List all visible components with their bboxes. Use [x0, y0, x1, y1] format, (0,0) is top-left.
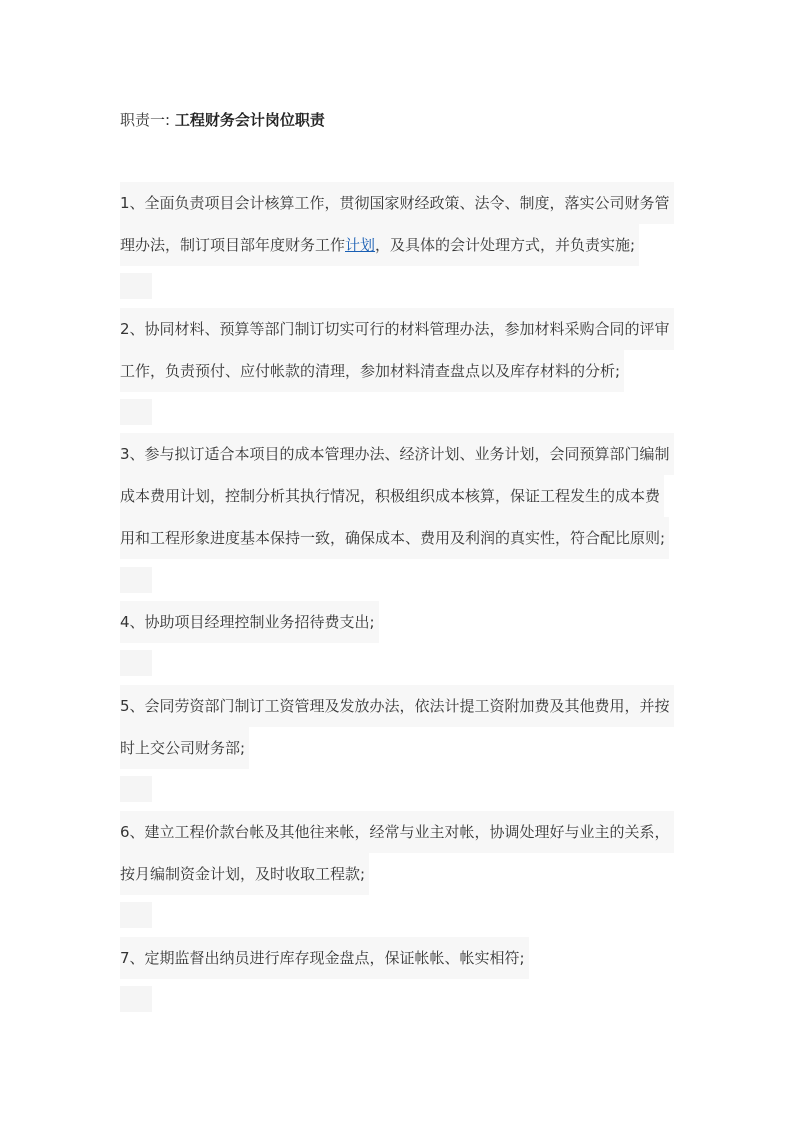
duty-item-1-text-after-link: ，及具体的会计处理方式，并负责实施;	[375, 236, 636, 254]
blank-line-placeholder	[120, 650, 152, 676]
section-heading	[120, 106, 325, 134]
blank-line-placeholder	[120, 567, 152, 593]
heading-prefix: 职责一:	[120, 111, 171, 129]
duty-item-3	[120, 433, 674, 559]
duty-item-6-line-1: 6、建立工程价款台帐及其他往来帐，经常与业主对帐，协调处理好与业主的关系，	[120, 811, 674, 853]
blank-line-placeholder	[120, 902, 152, 928]
duty-item-4	[120, 601, 379, 643]
duty-item-6	[120, 811, 674, 895]
blank-line-placeholder	[120, 986, 152, 1012]
duty-item-3-line-1: 3、参与拟订适合本项目的成本管理办法、经济计划、业务计划，会同预算部门编制	[120, 433, 674, 475]
blank-line-placeholder	[120, 399, 152, 425]
blank-line-placeholder	[120, 776, 152, 802]
duty-item-3-line-2: 成本费用计划，控制分析其执行情况，积极组织成本核算，保证工程发生的成本费	[120, 475, 664, 517]
duty-item-1-line-2	[120, 224, 639, 266]
duty-item-4-line-1: 4、协助项目经理控制业务招待费支出;	[120, 601, 379, 643]
duty-item-3-line-3: 用和工程形象进度基本保持一致，确保成本、费用及利润的真实性，符合配比原则;	[120, 517, 669, 559]
plan-link[interactable]: 计划	[345, 236, 376, 254]
duty-item-5-line-1: 5、会同劳资部门制订工资管理及发放办法，依法计提工资附加费及其他费用，并按	[120, 685, 674, 727]
blank-line-placeholder	[120, 273, 152, 299]
duty-item-5-line-2: 时上交公司财务部;	[120, 727, 249, 769]
duty-item-2-line-1: 2、协同材料、预算等部门制订切实可行的材料管理办法，参加材料采购合同的评审	[120, 308, 674, 350]
duty-item-1	[120, 182, 674, 266]
heading-title: 工程财务会计岗位职责	[174, 111, 325, 129]
duty-item-2	[120, 308, 674, 392]
duty-item-7-line-1: 7、定期监督出纳员进行库存现金盘点，保证帐帐、帐实相符;	[120, 937, 529, 979]
duty-item-7	[120, 937, 529, 979]
duty-item-1-text-before-link: 理办法，制订项目部年度财务工作	[120, 236, 346, 254]
duty-item-1-line-1: 1、全面负责项目会计核算工作，贯彻国家财经政策、法令、制度，落实公司财务管	[120, 182, 674, 224]
duty-item-6-line-2: 按月编制资金计划，及时收取工程款;	[120, 853, 369, 895]
duty-item-5	[120, 685, 674, 769]
duty-item-2-line-2: 工作，负责预付、应付帐款的清理，参加材料清查盘点以及库存材料的分析;	[120, 350, 624, 392]
